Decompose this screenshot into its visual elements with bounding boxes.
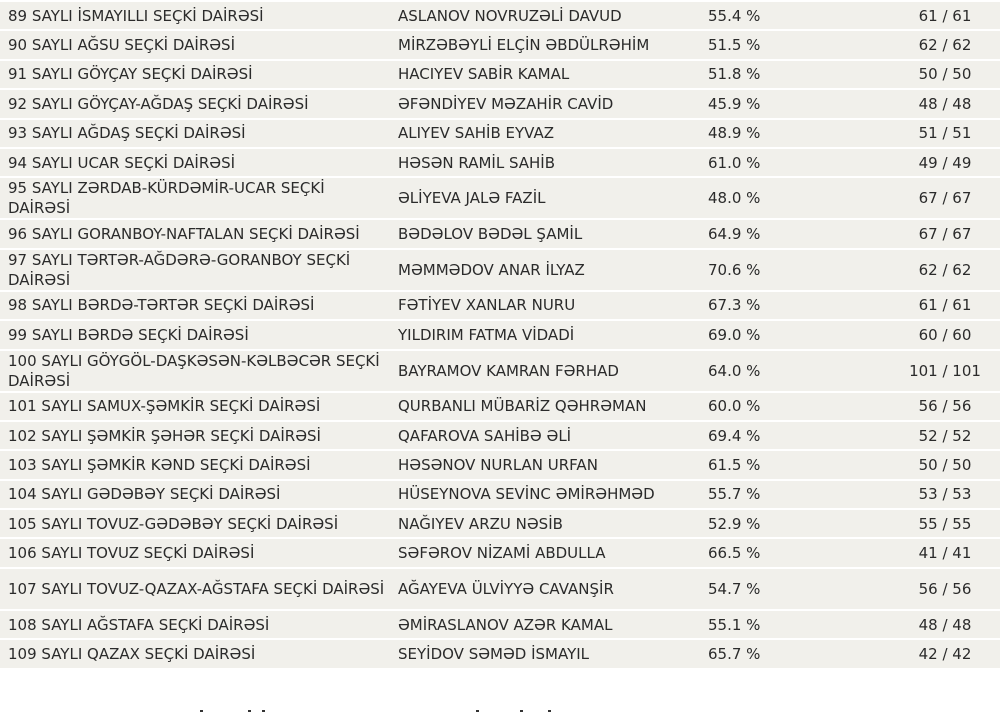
percent-cell: 64.0 % xyxy=(694,351,864,391)
district-cell: 107 SAYLI TOVUZ-QAZAX-AĞSTAFA SEÇKİ DAİRƏSİ xyxy=(0,569,392,609)
table-row xyxy=(0,351,1000,391)
count-cell: 50 / 50 xyxy=(864,61,1000,88)
percent-cell: 61.5 % xyxy=(694,451,864,478)
table-row xyxy=(0,422,1000,449)
count-cell: 62 / 62 xyxy=(864,250,1000,290)
table-row xyxy=(0,321,1000,348)
percent-cell: 54.7 % xyxy=(694,569,864,609)
text-fragment xyxy=(476,710,479,712)
district-cell: 92 SAYLI GÖYÇAY-AĞDAŞ SEÇKİ DAİRƏSİ xyxy=(0,90,392,117)
percent-cell: 69.4 % xyxy=(694,422,864,449)
percent-cell: 66.5 % xyxy=(694,539,864,566)
district-cell: 104 SAYLI GƏDƏBƏY SEÇKİ DAİRƏSİ xyxy=(0,481,392,508)
table-row xyxy=(0,292,1000,319)
count-cell: 53 / 53 xyxy=(864,481,1000,508)
text-fragment xyxy=(248,710,251,712)
district-cell: 93 SAYLI AĞDAŞ SEÇKİ DAİRƏSİ xyxy=(0,120,392,147)
count-cell: 52 / 52 xyxy=(864,422,1000,449)
table-row xyxy=(0,539,1000,566)
candidate-cell: ƏLİYEVA JALƏ FAZİL xyxy=(392,178,694,218)
candidate-cell: YILDIRIM FATMA VİDADİ xyxy=(392,321,694,348)
table-row xyxy=(0,569,1000,609)
district-cell: 95 SAYLI ZƏRDAB-KÜRDƏMİR-UCAR SEÇKİ DAİRƏSİ xyxy=(0,178,392,218)
candidate-cell: FƏTİYEV XANLAR NURU xyxy=(392,292,694,319)
table-row xyxy=(0,61,1000,88)
district-cell: 98 SAYLI BƏRDƏ-TƏRTƏR SEÇKİ DAİRƏSİ xyxy=(0,292,392,319)
count-cell: 55 / 55 xyxy=(864,510,1000,537)
table-row xyxy=(0,31,1000,58)
count-cell: 101 / 101 xyxy=(864,351,1000,391)
percent-cell: 64.9 % xyxy=(694,220,864,247)
count-cell: 62 / 62 xyxy=(864,31,1000,58)
count-cell: 56 / 56 xyxy=(864,569,1000,609)
percent-cell: 55.4 % xyxy=(694,2,864,29)
district-cell: 109 SAYLI QAZAX SEÇKİ DAİRƏSİ xyxy=(0,640,392,667)
district-cell: 97 SAYLI TƏRTƏR-AĞDƏRƏ-GORANBOY SEÇKİ DAİRƏSİ xyxy=(0,250,392,290)
percent-cell: 67.3 % xyxy=(694,292,864,319)
percent-cell: 55.7 % xyxy=(694,481,864,508)
district-cell: 99 SAYLI BƏRDƏ SEÇKİ DAİRƏSİ xyxy=(0,321,392,348)
table-row xyxy=(0,2,1000,29)
table-row xyxy=(0,640,1000,667)
table-row xyxy=(0,90,1000,117)
table-row xyxy=(0,149,1000,176)
district-cell: 101 SAYLI SAMUX-ŞƏMKİR SEÇKİ DAİRƏSİ xyxy=(0,393,392,420)
count-cell: 61 / 61 xyxy=(864,2,1000,29)
count-cell: 56 / 56 xyxy=(864,393,1000,420)
text-fragment xyxy=(548,710,551,712)
candidate-cell: HƏSƏNOV NURLAN URFAN xyxy=(392,451,694,478)
candidate-cell: QAFAROVA SAHİBƏ ƏLİ xyxy=(392,422,694,449)
percent-cell: 45.9 % xyxy=(694,90,864,117)
district-cell: 102 SAYLI ŞƏMKİR ŞƏHƏR SEÇKİ DAİRƏSİ xyxy=(0,422,392,449)
table-row xyxy=(0,250,1000,290)
candidate-cell: HÜSEYNOVA SEVİNC ƏMİRƏHMƏD xyxy=(392,481,694,508)
percent-cell: 52.9 % xyxy=(694,510,864,537)
candidate-cell: SEYİDOV SƏMƏD İSMAYIL xyxy=(392,640,694,667)
text-fragment xyxy=(200,710,203,712)
candidate-cell: ƏMİRASLANOV AZƏR KAMAL xyxy=(392,611,694,638)
count-cell: 49 / 49 xyxy=(864,149,1000,176)
percent-cell: 61.0 % xyxy=(694,149,864,176)
percent-cell: 51.8 % xyxy=(694,61,864,88)
candidate-cell: BAYRAMOV KAMRAN FƏRHAD xyxy=(392,351,694,391)
candidate-cell: ASLANOV NOVRUZƏLİ DAVUD xyxy=(392,2,694,29)
text-fragment xyxy=(520,710,523,712)
count-cell: 48 / 48 xyxy=(864,611,1000,638)
district-cell: 100 SAYLI GÖYGÖL-DAŞKƏSƏN-KƏLBƏCƏR SEÇKİ DAİRƏSİ xyxy=(0,351,392,391)
count-cell: 51 / 51 xyxy=(864,120,1000,147)
table-row xyxy=(0,220,1000,247)
count-cell: 60 / 60 xyxy=(864,321,1000,348)
candidate-cell: AĞAYEVA ÜLVİYYƏ CAVANŞİR xyxy=(392,569,694,609)
percent-cell: 51.5 % xyxy=(694,31,864,58)
percent-cell: 55.1 % xyxy=(694,611,864,638)
percent-cell: 70.6 % xyxy=(694,250,864,290)
count-cell: 41 / 41 xyxy=(864,539,1000,566)
next-row-cutoff xyxy=(0,708,1000,713)
district-cell: 91 SAYLI GÖYÇAY SEÇKİ DAİRƏSİ xyxy=(0,61,392,88)
district-cell: 89 SAYLI İSMAYILLI SEÇKİ DAİRƏSİ xyxy=(0,2,392,29)
count-cell: 50 / 50 xyxy=(864,451,1000,478)
district-cell: 106 SAYLI TOVUZ SEÇKİ DAİRƏSİ xyxy=(0,539,392,566)
table-row xyxy=(0,120,1000,147)
count-cell: 61 / 61 xyxy=(864,292,1000,319)
percent-cell: 48.0 % xyxy=(694,178,864,218)
count-cell: 48 / 48 xyxy=(864,90,1000,117)
candidate-cell: MƏMMƏDOV ANAR İLYAZ xyxy=(392,250,694,290)
district-cell: 103 SAYLI ŞƏMKİR KƏND SEÇKİ DAİRƏSİ xyxy=(0,451,392,478)
table-row xyxy=(0,510,1000,537)
candidate-cell: HƏSƏN RAMİL SAHİB xyxy=(392,149,694,176)
candidate-cell: SƏFƏROV NİZAMİ ABDULLA xyxy=(392,539,694,566)
percent-cell: 69.0 % xyxy=(694,321,864,348)
table-row xyxy=(0,178,1000,218)
text-fragment xyxy=(262,710,265,712)
percent-cell: 48.9 % xyxy=(694,120,864,147)
candidate-cell: ALIYEV SAHİB EYVAZ xyxy=(392,120,694,147)
percent-cell: 60.0 % xyxy=(694,393,864,420)
district-cell: 96 SAYLI GORANBOY-NAFTALAN SEÇKİ DAİRƏSİ xyxy=(0,220,392,247)
percent-cell: 65.7 % xyxy=(694,640,864,667)
candidate-cell: QURBANLI MÜBARİZ QƏHRƏMAN xyxy=(392,393,694,420)
candidate-cell: HACIYEV SABİR KAMAL xyxy=(392,61,694,88)
candidate-cell: NAĞIYEV ARZU NƏSİB xyxy=(392,510,694,537)
count-cell: 67 / 67 xyxy=(864,220,1000,247)
count-cell: 67 / 67 xyxy=(864,178,1000,218)
count-cell: 42 / 42 xyxy=(864,640,1000,667)
table-row xyxy=(0,481,1000,508)
candidate-cell: ƏFƏNDİYEV MƏZAHİR CAVİD xyxy=(392,90,694,117)
district-cell: 108 SAYLI AĞSTAFA SEÇKİ DAİRƏSİ xyxy=(0,611,392,638)
candidate-cell: BƏDƏLOV BƏDƏL ŞAMİL xyxy=(392,220,694,247)
table-row xyxy=(0,393,1000,420)
candidate-cell: MİRZƏBƏYLİ ELÇİN ƏBDÜLRƏHİM xyxy=(392,31,694,58)
district-cell: 105 SAYLI TOVUZ-GƏDƏBƏY SEÇKİ DAİRƏSİ xyxy=(0,510,392,537)
table-row xyxy=(0,611,1000,638)
district-cell: 94 SAYLI UCAR SEÇKİ DAİRƏSİ xyxy=(0,149,392,176)
district-cell: 90 SAYLI AĞSU SEÇKİ DAİRƏSİ xyxy=(0,31,392,58)
table-row xyxy=(0,451,1000,478)
